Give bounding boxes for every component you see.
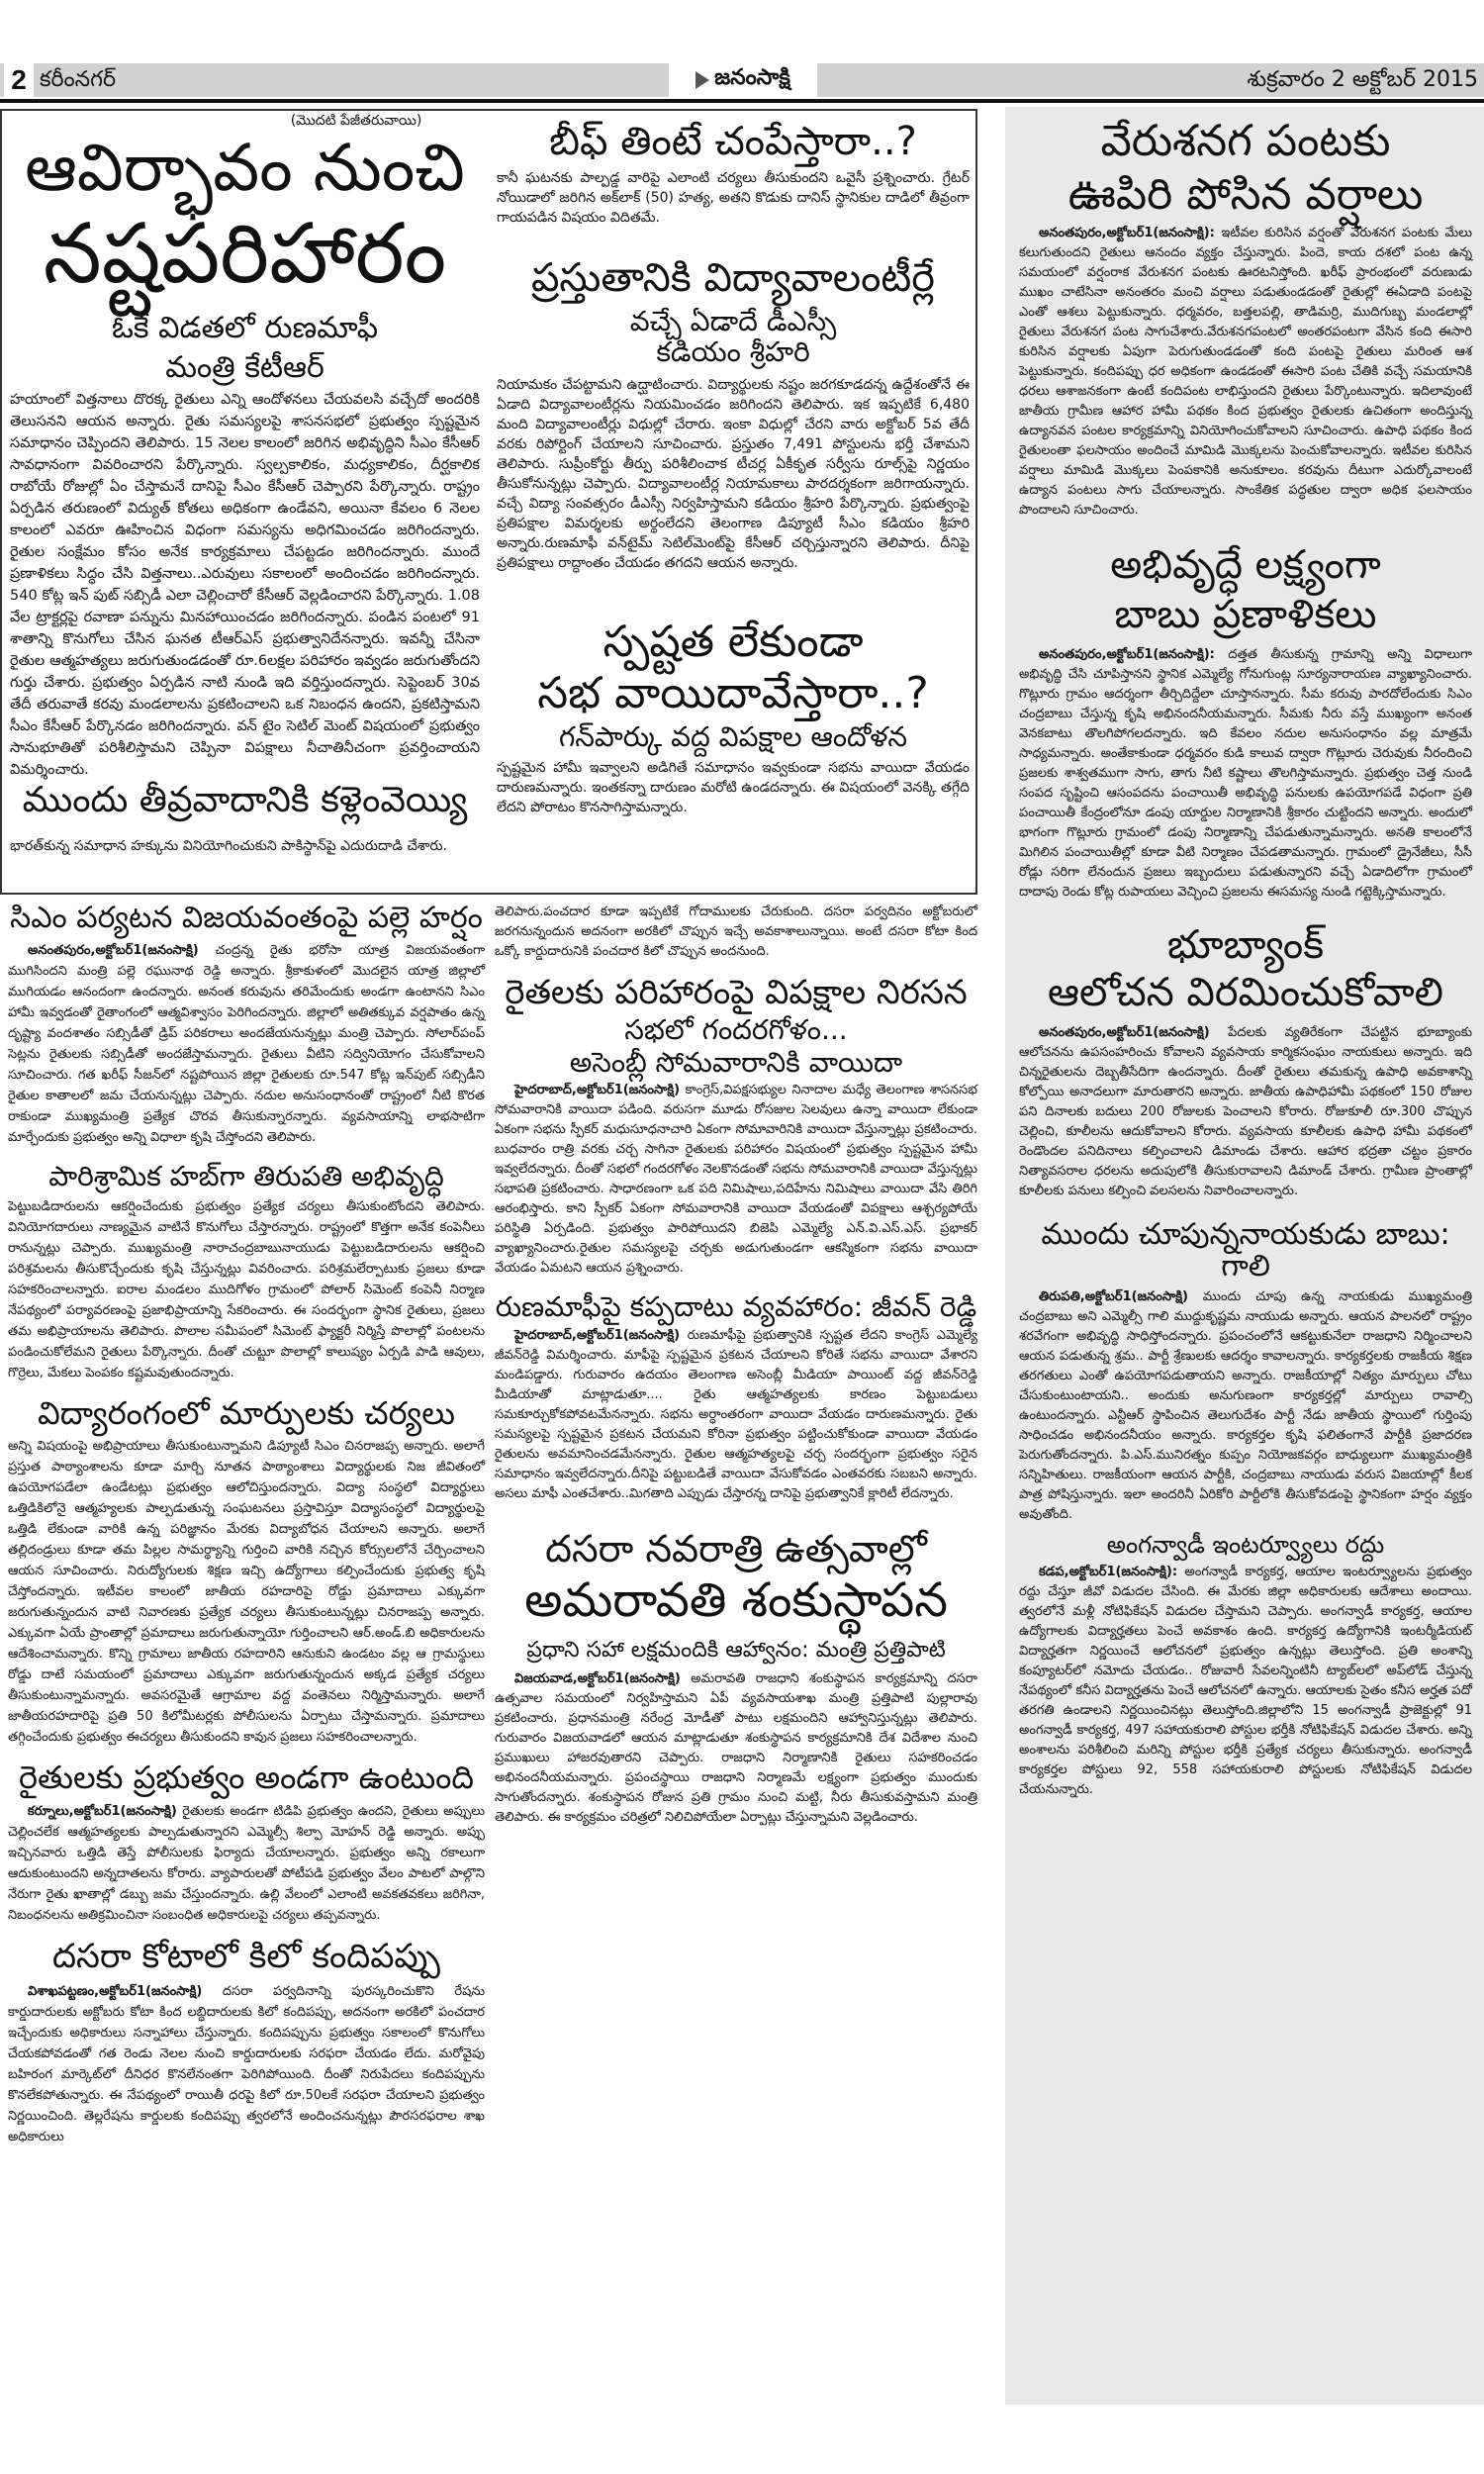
loan-waiver-article (495, 1292, 977, 1503)
anganwadi-body (1019, 1563, 1472, 1800)
cm-tour-dateline: అనంతపురం,అక్టోబర్1(జనంసాక్షి) (28, 942, 199, 958)
clarity-headline-1: స్పష్టత లేకుండా (603, 617, 864, 667)
dal-dateline: విశాఖపట్టణం,అక్టోబర్1(జనంసాక్షి) (28, 1983, 203, 1999)
section-name: కరీంనగర్ (40, 67, 117, 92)
clarity-article (497, 604, 970, 891)
vidya-subhead-1: వచ్చే ఏడాదే డీఎస్సీ (629, 305, 837, 337)
lead-subhead-2: మంత్రి కేటీఆర్ (165, 349, 325, 385)
cm-tour-text: చంద్రన్న రైతు భరోసా యాత్ర విజయవంతంగా ముగిసిందని మంత్రి పల్లె రఘునాథ రెడ్డి అన్నారు. శ్రీకాకుళంలో మొదలైన యాత్ర జిల్లాలో ముగియడం ఆనందంగా ఉందన్నారు. అనంత కరువును తరిమేందుకు అండగా ఉంటానని సిఎం హామీ ఇవ్వడంతో రైతాంగంలో ఆత్మవిశ్వాసం పెరిగిందన్నారు. జిల్లాలో అతితక్కువ వర్షపాతం ఉన్న దృష్ట్యా వందశాతం సబ్సిడీతో డ్రిప్ పరికరాలు అందజేయనున్నట్లు మంత్రి చెప్పారు. సోలార్‌పంప్ సెట్లను రైతులకు సబ్సిడీతో అందజేస్తామన్నారు. రైతులు వీటిని సద్వినియోగం చేసుకోవాలని సూచించారు. గత ఖరీఫ్ సీజన్‌లో నష్టపోయిన జిల్లా రైతులకు రూ.547 కోట్ల ఇన్‌పుట్ సబ్సిడీని రైతుల కాతాలలో జమ చేయనున్నట్లు చెప్పారు. నదుల అనుసంధానంతో రాష్ట్రంలో నీటి కొరత రాకుండా ముఖ్యమంత్రి ప్రత్యేక చొరవ తీసుకున్నారన్నారు. వ్యవసాయాన్ని లాభసాటిగా మార్చేందుకు ప్రభుత్వం అన్ని విధాలా కృషి చేస్తోందని తెలిపారు. (8, 942, 485, 1145)
gali-body (1019, 1287, 1472, 1525)
masthead-logo (669, 61, 817, 99)
cm-tour-headline: సిఎం పర్యటన విజయవంతంపై పల్లె హర్షం (10, 901, 483, 935)
anganwadi-article (1019, 1533, 1472, 1799)
loan-waiver-body (495, 1326, 977, 1504)
page-number: 2 (4, 63, 34, 97)
assembly-headline: రైతలకు పరిహారంపై విపక్షాల నిరసన (505, 973, 968, 1012)
logo-arrow-icon (696, 71, 709, 89)
gali-text: ముందు చూపు ఉన్న నాయకుడు ముఖ్యమంత్రి చంద్రబాబు అని ఎమ్మెల్సీ గాలి ముద్దుకృష్ణమ నాయుడు అన్నారు. ఆయన పాలనలో రాష్ట్రం శరవేగంగా అభివృద్ధి సాధిస్తోందన్నారు. ప్రపంచంలోనే ఆకట్టుకునేలా రాజధాని నిర్మించాలని ఆయన పడుతున్న శ్రమ.. పార్టీ శ్రేణులకు ఆదర్శం కావాలన్నారు. కార్యకర్తలకు రాజకీయ శిక్షణ తరగతులు ఎంతో ఉపయోగపడుతాయని అన్నారు. రాజకీయాల్లో నిత్యం మార్పులు చోటు చేసుకుంటుంటాయని.. అందుకు అనుగుణంగా కార్యకర్తల్లో మార్పులు రావాల్సి ఉంటుందన్నారు. ఎన్టీఆర్ స్థాపించిన తెలుగుదేశం పార్టీ నేడు జాతీయ స్థాయిలో గుర్తింపు సాధించడం అభినందనీయం అన్నారు. కార్యకర్తల కృషి ఫలితంగానే పార్టీకి ప్రజాదరణ పెరుగుతోందన్నారు. పి.ఎస్.మునిరత్నం కుప్పం నియోజకవర్గం బాధ్యులుగా ముఖ్యమంత్రికి సన్నిహితులు. రాజకీయంగా ఆయన పార్టీకి, చంద్రబాబు నాయుడు వరుస విజయాల్లో కీలక పాత్ర పోషిస్తున్నారు. ఇలా అందరినీ ఏరికోరి పార్టీలోకి తీసుకోవడంపై స్థానికంగా హర్షం వ్యక్తం అవుతోంది. (1019, 1289, 1473, 1523)
landbank-body (1019, 1023, 1472, 1201)
assembly-article (495, 973, 977, 1279)
amaravati-dateline: విజయవాడ,అక్టోబర్1(జనంసాక్షి) (514, 1671, 681, 1687)
amaravati-article (495, 1526, 977, 1828)
assembly-text: కాంగ్రెస్,విపక్షసభ్యుల నినాదాల మధ్యే తెలంగాణ శాసనసభ సోమవారానికి వాయిదా పడింది. వరుసగా మూడు రోసజుల సెలవులు ఉన్నా వాయిదా లేకుండా ఏకంగా సభను స్పీకర్ మధుసూధనాచారి ఏకంగా సోమావారినికి వాయిదా వేస్తున్నాట్లు ప్రకటించారు. బుధవారం రాత్రి వరకు చర్చ సాగినా రైతులకు పరిహారం విషయంలో ప్రభుత్వం స్పష్టమైన హామీ ఇవ్వలేదన్నారు. దీంతో సభలో గందరగోళం నెలకొనడంతో సభను సోమవారానికి వాయిదా వేస్తున్నట్లు సభాపతి ప్రకటించారు. సాధారణంగా ఒక పది నిమిషాలు,పదిహేను నిమిషాలు వాయిదా వేసి తిరిగి ఆరంభిస్తారు. కాని స్పీకర్ ఏకంగా సోమవారానికి వాయిదా వేయడంతో విపక్షాలు ఆశ్చర్యపోయే పరిస్థితి ఏర్పడింది. ప్రభుత్వం పారిపోయిదని బిజెపి ఎమ్మెల్యే ఎన్.వి.ఎస్.ఎస్. ప్రభాకర్ వ్యాఖ్యానించారు.రైతుల సమస్యలపై చర్చకు అడుగుతుండగా ఆకస్మికంగా సభను వాయిదా వేయడం ఏమటని ఆయన ప్రశ్నించారు. (495, 1083, 977, 1277)
assembly-body (495, 1081, 977, 1279)
clarity-headline-2: సభ వాయిదావేస్తారా..? (537, 668, 929, 719)
vidya-article (497, 257, 970, 604)
right-column (1019, 116, 1473, 2395)
dal-continued-body: తెలిపారు.పంచదార కూడా ఇప్పటికే గోదాములకు చేరుకుంది. దసరా పర్వదినం అక్టోబరులో జరగనున్నందున అదనంగా అరకిలో చొప్పున ఇచ్చే అవకాశాలున్నాయి. అంటే దసరా కోటా కింద ఒక్కో కార్డుదారునికి పంచదార కిలో చొప్పున అందనుంది. (495, 904, 977, 959)
landbank-article (1019, 924, 1472, 1201)
groundnut-headline-2: ఊపిరి పోసిన వర్షాలు (1067, 169, 1424, 221)
dal-text: దసరా పర్వదినాన్ని పురస్కరించుకొని రేషను కార్డుదారులకు అక్టోబరు కోటా కింద లబ్ధిదారులకు కిలో కందిపప్పు, అదనంగా అరకిలో పంచదార ఇచ్చేందుకు అధికారులు సన్నాహాలు చేస్తున్నారు. కందిపప్పును ప్రభుత్వం సకాలంలో కొనుగోలు చేయకపోవడంతో గత రెండు నెలల నుంచి కార్డుదారులకు సరఫరా చేయడం లేదు. మరోవైపు బహిరంగ మార్కెట్‌లో దీనిధర కొనలేనంతగా పెరిగిపోయింది. దీంతో నిరుపేదలు కందిపప్పును కొనలేకపోతున్నారు. ఈ నేపథ్యంలో రాయితీ ధరపై కిలో రూ.50లకే సరఫరా చేయాలని ప్రభుత్వం నిర్ణయించింది. తెల్లరేషను కార్డులకు కందిపప్పు త్వరలోనే అందించనున్నట్లు పౌరసరఫరాల శాఖ అధికారులు (8, 1983, 485, 2144)
terror-headline: ముందు తీవ్రవాదానికి కళ్లెంవెయ్యి (22, 780, 468, 820)
issue-date: శుక్రవారం 2 అక్టోబర్ 2015 (1247, 67, 1478, 92)
amaravati-text: అమరావతి రాజధాని శంకుస్థాపన కార్యక్రమాన్ని దసరా ఉత్సవాల సమయంలో నిర్వహిస్తామని ఏపీ వ్యవసాయశాఖ మంత్రి ప్రత్తిపాటి పుల్లారావు ప్రకటించారు. ప్రధానమంత్రి నరేంద్ర మోడీతో పాటు లక్షమందిని ఆహ్వానిస్తున్నట్లు తెలిపారు. గురువారం విజయవాడలో ఆయన మాట్లాడుతూ శంకుస్థాపన కార్యక్రమానికి దేశ విదేశాల నుంచి ప్రముఖులు హాజరవుతారని చెప్పారు. రాజధాని నిర్మాణానికి రైతులు సహకరించడం అభినందనీయమన్నారు. ప్రపంచస్థాయి రాజధాని నిర్మాణమే లక్ష్యంగా ప్రభుత్వం ముందుకు సాగుతోందన్నారు. శంకుస్థాపన రోజున ప్రతి గ్రామం నుంచి మట్టి, నీరు తీసుకువస్తామని మంత్రి తెలిపారు. ఈ కార్యక్రమం చరిత్రలో నిలిచిపోయేలా ఏర్పాట్లు చేస్తున్నామని వెల్లడించారు. (495, 1671, 977, 1826)
terror-article (10, 782, 480, 881)
babu-plans-headline-1: అభివృద్ధే లక్ష్యంగా (1110, 542, 1381, 589)
beef-body: కానీ ఘటనకు పాల్పడ్డ వారిపై ఎలాంటి చర్యలు తీసుకుందని ఒవైసీ ప్రశ్నించారు. గ్రేటర్ నోయిడాలో జరిగిన అక్‌లాక్ (50) హత్య, అతని కొడుకు దానిస్ స్థానికుల దాడిలో తీవ్రంగా గాయపడిన విషయం విదితమే. (497, 170, 970, 226)
groundnut-text: ఇటీవల కురిసిన వర్షంతో వేరుశనగ పంటకు మేలు కలుగుతుందని రైతులు ఆనందం వ్యక్తం చేస్తున్నారు. పిందె, కాయ దశలో పంట ఉన్న సమయంలో వర్షంరాక వేరుశనగ పంటకు ఊరటనిస్తోంది. ఖరీఫ్ ప్రారంభంలో వరుణుడు ముఖం చాటేసినా అనంతరం మంచి వర్షాలు పడుతుండడంతో రైతుల్లో ఈఏడాది పంటపై ఎంతో ఆశలు పెట్టుకున్నారు. ధర్మవరం, బత్తలపల్లి, తాడిమర్రి, ముదిగుబ్బ మండలాల్లో రైతులు వేరుశనగ పంట సాగుచేశారు.వేరుశనగపంటలో అంతరపంటగా వేసిన కంది ఈసారి కురిసిన వర్షాలకు ఏపుగా పెరుగుతుండడంతో కంది పంటపై రైతులు మరింత ఆశ పెట్టుకున్నారు. కందిపప్పు ధర అధికంగా ఉండడంతో ఈసారి పంట చేతికి వచ్చే సమయానికి ధరలు ఆశాజనకంగా ఉంటే కందిపంట లాభిస్తుందని రైతులు పేర్కొంటున్నారు. ఇదిలావుంటే జాతీయ గ్రామీణ ఆహార హామీ పథకం కింద ప్రభుత్వం రైతులకు ఉచితంగా అందిస్తున్న ఉద్యానవన పంటల కార్యక్రమాన్ని వినియోగించుకోవాలని సూచించారు. ఉపాధి పథకం కింద రైతులంతా ఫలసాయం అందించే మామిడి మొక్కలను పెంచుకోవాలన్నారు. ఇటీవల కురిసిన వర్షాలు మామిడి మొక్కలు పెంపకానికి అనుకూలం. కరవును దీటుగా ఎదుర్కోవాలంటే ఉద్యాన పంటలు సాగు చేయాలన్నారు. సాంకేతిక పద్ధతుల ద్వారా అధిక ఫలసాయం పొందాలని సూచించారు. (1019, 226, 1472, 519)
babu-plans-text: దత్తత తీసుకున్న గ్రామాన్ని అన్ని విధాలుగా అభివృద్ధి చేసి చూపిస్తానని స్థానిక ఎమ్మెల్యే గోనుగుంట్ల సూర్యనారాయణ వ్యాఖ్యానించారు. గొట్లూరు గ్రామం ఆదర్శంగా తీర్చిదిద్దేలా చూస్తానన్నారు. సీమ కరువు పారదోలేందుకు సిఎం చంద్రబాబు చేస్తున్న కృషి అభినందనీయమన్నారు. సీమకు నీరు వస్తే ముఖ్యంగా అనంత వెనకబాటు తొలగిపోగలదన్నారు. ఇది కేవలం నదుల అనుసంధానం వల్ల మాత్రమే సాధ్యమన్నారు. అంతేకాకుండా ధర్మవరం కుడి కాలువ ద్వారా గొట్లూరు చెరువుకు నీరందించి ప్రజలకు శాశ్వతముగా సాగు, తాగు నీటి కష్టాలు తొలగిస్తామన్నారు. ప్రభుత్వం చెత్త నుండి సంపద సృష్టించి ఆసంపదను పంచాయితీ అభివృద్ధి పనులకు ఉపయోగపడే విధంగా ప్రతి పంచాయితీ కేంద్రంలోనూ డంపు యార్డుల నిర్మాణానికి శ్రీకారం చుట్టిందని అన్నారు. అందులో భాగంగా గొట్లూరు గ్రామంలో డంపు నిర్మాణాన్ని చేపడుతున్నామన్నారు. అనతి కాలంలోనే మిగిలిన పంచాయితీల్లో కూడా వీటి నిర్మాణం చేపడతామన్నారు. గ్రామంలో డ్రైనేజీలు, సీసీ రోడ్లు సరిగా లేనందున ప్రజలు ఇబ్బందులు పడుతున్నారని వచ్చే ఏడాదిలోగా గ్రామంలో దాదాపు రెండు కోట్ల రుపాయలు వెచ్చించి ప్రజలను ఈసమస్య నుండి గట్టెక్కిస్తామన్నారు. (1019, 647, 1473, 901)
lead-subhead-1: ఓకే విడతలో రుణమాఫీ (111, 311, 379, 346)
continued-label: (మొదటి పేజీతరువాయి) (290, 113, 422, 129)
babu-plans-dateline: అనంతపురం,అక్టోబర్1(జనంసాక్షి): (1039, 647, 1215, 663)
logo-text: జనంసాక్షి (714, 65, 790, 90)
farmers-support-text: రైతులకు అండగా టిడిపి ప్రభుత్వం ఉందని, రైతులు అప్పులు చెల్లించలేక ఆత్మహత్యలకు పాల్పడుతున్నారని ఎమ్మెల్సీ శిల్పా మోహన్ రెడ్డి అన్నారు. అప్పు ఇచ్చినవారు ఒత్తిడి తెస్తే పోలీసులకు ఫిర్యాదు చేయాలన్నారు. ప్రభుత్వం అన్ని రకాలుగా ఆదుకుంటుందని అన్నదాతలను కోరారు. వ్యాపారులతో పోటీపడి ప్రభుత్వం వేలం పాటలో పాల్గొని నేరుగా రైతు ఖాతాల్లో డబ్బు జమ చేస్తుందన్నారు. ఉల్లి వేలంలో ఎలాంటి అవకతవకలు జరిగినా, నిబంధనలను అతిక్రమించినా సంబంధిత అధికారులపై చర్యలు తప్పవన్నారు. (8, 1804, 485, 1924)
lead-headline-1: ఆవిర్భావం నుంచి (25, 130, 465, 206)
clarity-body: స్పష్టమైన హామీ ఇవ్వాలని అడిగితే సమాధానం ఇవ్వకుండా సభను వాయిదా వేయడం దారుణమన్నారు. ఇంతకన్నా దారుణం మరోటి ఉండదన్నారు. ఈ విషయంలో వెనక్కి తగ్గేది లేదని పోరాటం కొనసాగిస్తామన్నారు. (497, 759, 970, 815)
loan-waiver-headline: రుణమాఫీపై కప్పదాటు వ్యవహారం: జీవన్ రెడ్డి (495, 1290, 977, 1324)
lead-headline-2: నష్టపరిహారం (43, 205, 447, 303)
education-body: అన్ని విషయంపై అభిప్రాయాలు తీసుకుంటున్నామని డిప్యూటీ సిఎం చినరాజప్ప అన్నారు. అలాగే ప్రస్తుత పాఠ్యాంశాలను కూడా మార్చి నూతన పాఠ్యాంశాలు విద్యార్థులకు నిజ జీవితంలో ఉపయోగపడేలా ఉండేటట్లు ప్రభుత్వం ఆలోచిస్తుందన్నారు. విద్యా సంస్థలో విద్యార్థులు ఒత్తిడికిలోనై ఆత్మహ్యలకు పాల్పడుతున్న సంఘటనలు ప్రస్తావిస్తూ విద్యాసంస్థలో విద్యార్థులపై ఒత్తిడి లేకుండా వారికి ఉన్న పరిజ్ఞానం మేరకు విద్యాబోధన చేయాలని అన్నారు. అలాగే తల్లిదండ్రులు కూడా తమ పిల్లల సామర్థ్యాన్ని గుర్తించి వారికి నచ్చిన కోర్సులలోనే చేర్పించాలని ఆయన సూచించారు. నిరుద్యోగులకు శిక్షణ ఇచ్చి ఉద్యోగాలు కల్పించేందుకు ప్రభుత్వ కృషి చేస్తోందన్నారు. ఇటీవల కాలంలో జాతీయ రహదారిపై రోడ్డు ప్రమాదాలు ఎక్కువగా జరుగుతున్నందున వాటి నివారణకు ప్రత్యేక చర్యలు తీసుకుంటున్నట్లు చినరాజప్ప అన్నారు. ఎక్కువగా ఏయే ప్రాంతాల్లో ప్రమాదాలు జరుగుతున్నాయో గుర్తించాలని ఆర్.అండ్.బి అధికారులను ఆదేశించామన్నారు. కొన్ని గ్రామాలు జాతీయ రహదారిని ఆనుకుని ఉండటం వల్ల ఆ గ్రామస్థులు రోడ్డు దాటే సమయంలో ప్రమాదాలు ఎక్కువగా జరుగుతున్నందున అక్కడ ప్రత్యేక చర్యలు తీసుకుంటున్నామన్నారు. అవసరమైతే ఆగ్రామాల వద్ద వంతెనలు నిర్మిస్తామన్నారు. అలాగే జాతీయరహదారిపై ప్రతి 50 కిలోమీటర్లకు పోలీసులను ఏర్పాటు చేస్తామన్నారు. ప్రమాదాలు తగ్గించేందుకు ప్రభుత్వం ఈచర్యలు తీసుకుందని కావున ప్రజలు సహకరించాలన్నారు. (8, 1439, 485, 1746)
dal-body (8, 1981, 485, 2147)
groundnut-dateline: అనంతపురం,అక్టోబర్1(జనంసాక్షి): (1039, 226, 1215, 241)
tirupati-article (8, 1159, 485, 1383)
landbank-text: పేదలకు వ్యతిరేకంగా చేపట్టిన భూబ్యాంకు ఆలోచనను ఉపసంహరించు కోవాలని వ్యవసాయ కార్మికసంఘం నాయకులు అన్నారు. ఇది చిన్నరైతులను దెబ్బతీసేదిగా ఉందన్నారు. దీంతో రైతులు తమకున్న ఉపాధి అవకాశాన్ని కోల్పోయి అనాదలుగా మారుతారని అన్నారు. జాతీయ ఉపాధిహామీ పథకంలో 150 రోజుల పని దినాలకు బదులు 200 రోజులకు పెంచాలని కోరారు. రోజుకూలీ రూ.300 చొప్పున చెల్లించి, కూలీలను ఆదుకోవాలని కోరారు. వ్యవసాయ కూలీలకు ఉపాధి హామీ పథకంలో రెండొందల పనిదినాలు కల్పించాలని డిమాండు చేశారు. ఆహార భద్రతా చట్టం ప్రకారం నిత్యావసరాల ధరలను అదుపులోకి తీసుకురావాలని డిమాండ్ చేశారు. గ్రామీణ ప్రాంతాల్లో కూలీలకు పనులు కల్పించి వలసలను నివారించాలన్నారు. (1019, 1025, 1472, 1199)
groundnut-body (1019, 224, 1472, 521)
cm-tour-body (8, 940, 485, 1148)
education-article (8, 1393, 485, 1749)
landbank-headline-2: ఆలోచన విరమించుకోవాలి (1048, 970, 1443, 1016)
amaravati-body (495, 1669, 977, 1828)
farmers-support-dateline: కర్నూలు,అక్టోబర్1(జనంసాక్షి) (28, 1804, 177, 1820)
vidya-subhead-2: కడియం శ్రీహరి (656, 335, 810, 369)
lead-body: హయాంలో విత్తనాలు దొరక్క రైతులు ఎన్ని ఆందోళనలు చేయవలసి వచ్చేదో అందరికి తెలుసనని ఆయన అన్నారు. రైతు సమస్యలపై శాసనసభలో ప్రభుత్వం స్పష్టమైన సమాధానం చెప్పిందని తెలిపారు. 15 నెలల కాలంలో జరిగిన అభివృద్ధిని సీఎం కేసీఆర్ సావధానంగా వివరించారని పేర్కొన్నారు. స్వల్పకాలికం, మధ్యకాలికం, దీర్ఘకాలిక రాబోయే రోజుల్లో ఏం చేస్తామనే దానిపై సీఎం కేసీఆర్ చెప్పారని పేర్కొన్నారు. రాష్ట్రం ఏర్పడిన తరుణంలో విద్యుత్ కోతలు అధికంగా ఉండేవని, అయినా కేవలం 6 నెలల కాలంలో ఎవరూ ఊహించిన విధంగా సమస్యను అధిగమించడం జరిగిందన్నారు. రైతుల సంక్షేమం కోసం అనేక కార్యక్రమాలు చేపట్టడం జరిగిందన్నారు. ముందే ప్రణాళికలు సిద్ధం చేసి విత్తనాలు..ఎరువులు సకాలంలో అందించడం జరిగిందన్నారు. 540 కోట్ల ఇన్ పుట్ సబ్సిడీ ఎలా చెల్లించారో కేసీఆర్ వెల్లడించారని పేర్కొన్నారు. 1.08 వేల ట్రాక్టర్లపై రవాణా పన్నును మినహాయించడం జరిగిందన్నారు. పండిన పంటలో 91 శాతాన్ని కొనుగోలు చేసిన ఘనత టీఆర్ఎస్ ప్రభుత్వానిదేనన్నారు. ఇవన్నీ చేసినా రైతుల ఆత్మహత్యలు జరుగుతుండడంతో రూ.6లక్షల పరిహారం ఇవ్వడం జరుగుతోందని గుర్తు చేశారు. ప్రభుత్వం ఏర్పడిన నాటి నుండి ఇది వర్తిస్తుందన్నారు. సెప్టెంబర్ 30వ తేదీ తరువాతే కరవు మండలాలను ప్రకటించాలని ఒక నిబంధన ఉందని, ప్రకటిస్తామని సీఎం కేసీఆర్ పేర్కొనడం జరిగిందన్నారు. వన్ టైం సెటిల్ మెంట్ విషయంలో ప్రభుత్వం సానుభూతితో పరిశీలిస్తామని చెప్పినా విపక్షాలు నీచాతినీచంగా ప్రవర్తించాయని విమర్శించారు. (10, 392, 480, 779)
beef-headline: బీఫ్ తింటే చంపేస్తారా..? (549, 119, 917, 164)
vidya-body: నియామకం చేపట్టామని ఉద్ఘాటించారు. విద్యార్థులకు నష్టం జరగకూడదన్న ఉద్దేశంతోనే ఈ ఏడాది విద్యావాలంటీర్లను నియమించడం జరిగిందని తెలిపారు. ఇక ఇప్పటికే 6,480 మంది విద్యావాలంటీర్లు విధుల్లో చేరారు. ఇంకా విధుల్లో చేరని వారు అక్టోబర్ 5వ తేదీ వరకు రిపోర్టింగ్ చేయాలని సూచించారు. ప్రస్తుతం 7,491 పోస్టులను భర్తీ చేశామని తెలిపారు. సుప్రీంకోర్టు తీర్పు పరిశీలించాక టీచర్ల ఏకీకృత సర్వీసు రూల్స్‌పై నిర్ణయం తీసుకోనున్నట్లు చెప్పారు. విద్యావాలంటీర్ల నియామకాలు పారదర్శకంగా జరిగాయన్నారు. వచ్చే విద్యా సంవత్సరం డీఎస్సీ నిర్వహిస్తామని కడియం శ్రీహరి పేర్కొన్నారు. ప్రభుత్వంపై ప్రతిపక్షాల విమర్శలకు అర్థంలేదని తెలంగాణ డిప్యూటీ సీఎం కడియం శ్రీహరి అన్నారు.రుణమాఫీ వన్‌టైమ్ సెటిల్‌మెంట్‌పై కేసీఆర్ చర్చిస్తున్నారని తెలిపారు. దీనిపై ప్రతిపక్షాలు రాద్ధాంతం చేయడం తగదని ఆయన అన్నారు. (497, 376, 970, 571)
babu-plans-article (1019, 544, 1472, 903)
tirupati-headline: పారిశ్రామిక హబ్‌గా తిరుపతి అభివృద్ధి (48, 1159, 444, 1192)
middle-column (495, 903, 977, 2446)
anganwadi-headline: అంగన్వాడీ ఇంటర్వ్యూలు రద్దు (1106, 1531, 1385, 1560)
landbank-headline-1: భూబ్యాంక్ (1166, 922, 1325, 969)
education-headline: విద్యారంగంలో మార్పులకు చర్యలు (38, 1393, 455, 1432)
loan-waiver-text: రుణమాఫీపై ప్రభుత్వానికి స్పష్టత లేదని కాంగ్రెస్ ఎమ్మెల్యే జీవన్‌రెడ్డి విమర్శించారు. మాఫీపై స్పష్టమైన ప్రకటన చేయాలని కోరితే సభను వాయిదా వేశారని మండిపడ్డారు. గురువారం ఉదయం తెలంగాణ అసెంబ్లీ మీడియా పాయింట్ వద్ద జీవన్‌రెడ్డి మీడియాతో మాట్లాడుతూ.... రైతు ఆత్మహత్యలకు కారణం పెట్టుబడులు సమకూర్చుకోకపోవటమేనన్నారు. సభను అర్ధాంతరంగా వాయిదా వేయడం దారుణమన్నారు. రైతు సమస్యలపై స్పష్టమైన ప్రకటన చేయమని కోరినా ప్రభుత్వం పట్టించుకోకుండా వాయిదా వేయడం రైతులను అవమానించడమేనన్నారు. రైతుల ఆత్మహత్యలపై చర్చ సందర్భంగా ప్రభుత్వం సరైన సమాధానం ఇవ్వలేదన్నారు.దీనిపై పట్టుబడితే వాయిదా వేసుకోవడం ఎంతవరకు సబబని అన్నారు. అసలు మాఫీ ఎంతచేశారు..మిగతాది ఎప్పుడు చేస్తారన్న దానిపై ప్రభుత్వానికే క్లారిటీ లేదన్నారు. (495, 1327, 977, 1501)
amaravati-headline-2: అమరావతి శంకుస్థాపన (524, 1571, 948, 1628)
dal-headline: దసరా కోటాలో కిలో కందిపప్పు (52, 1937, 440, 1977)
beef-article (497, 119, 970, 226)
assembly-subhead-2: అసెంబ్లీ సోమవారానికి వాయిదా (569, 1046, 903, 1080)
amaravati-headline-1: దసరా నవరాత్రి ఉత్సవాల్లో (545, 1526, 927, 1570)
farmers-support-headline: రైతులకు ప్రభుత్వం అండగా ఉంటుంది (19, 1759, 474, 1797)
loan-waiver-dateline: హైదరాబాద్,అక్టోబర్1(జనంసాక్షి) (514, 1327, 681, 1343)
dal-article (8, 1937, 485, 2147)
terror-body: భారత్‌కున్న సమాధాన హక్కును వినియోగించుకుని పాకిస్థాన్‌పై ఎదురుదాడి చేశారు. (10, 837, 447, 854)
groundnut-article (1019, 116, 1472, 521)
farmers-support-article (8, 1761, 485, 1926)
landbank-dateline: అనంతపురం,అక్టోబర్1(జనంసాక్షి) (1039, 1025, 1210, 1041)
gali-dateline: తిరుపతి,అక్టోబర్1(జనంసాక్షి) (1039, 1289, 1188, 1305)
babu-plans-headline-2: బాబు ప్రణాళికలు (1114, 592, 1377, 638)
babu-plans-body (1019, 645, 1472, 903)
amaravati-subhead: ప్రధాని సహా లక్షమందికి ఆహ్వానం: మంత్రి ప్రత్తిపాటి (526, 1638, 946, 1664)
anganwadi-dateline: కడప,అక్టోబర్1(జనంసాక్షి): (1039, 1564, 1178, 1579)
assembly-dateline: హైదరాబాద్,అక్టోబర్1(జనంసాక్షి) (514, 1083, 681, 1098)
clarity-subhead: గన్‌పార్కు వద్ద విపక్షాల ఆందోళన (558, 720, 908, 754)
groundnut-headline-1: వేరుశనగ పంటకు (1100, 116, 1391, 166)
vidya-headline: ప్రస్తుతానికి విద్యావాలంటీర్లే (530, 255, 936, 301)
left-column (8, 903, 485, 2446)
anganwadi-text: అంగన్వాడీ కార్యకర్త, ఆయాల ఇంటర్వ్యూలను ప్రభుత్వం రద్దు చేస్తూ జీవో విడుదల చేసింది. ఈ మేరకు జిల్లా అధికారులకు ఆదేశాలు అందాయి. త్వరలోనే మళ్లీ నోటిఫికేషన్ విడుదల చేస్తామని చెప్పారు. అంగన్వాడీ కార్యకర్త, ఆయాల ఉద్యోగాలకు విద్యార్హతలు పెంచే అవకాశం ఉంది. కార్యకర్త ఉద్యోగానికి ఇంటర్మీడియట్ విద్యార్హతగా నిర్ణయించే ఆలోచనలో ప్రభుత్వం ఉన్నట్లు తెలుస్తోంది. ప్రతి అంశాన్ని కంప్యూటర్‌లో నమోదు చేయడం.. రోజువారీ సేవలన్నింటినీ ట్యాబ్‌లలో అప్‌లోడ్ చేస్తున్న నేపథ్యంలో కనీస విద్యార్హతను పెంచే ఆలోచనలో ఉన్నారు. ఆయాలకు సైతం కనీస అర్హత పదో తరగతి ఉండాలని నిర్ణయించినట్లు తెలుస్తోంది.జిల్లాలోని 15 అంగన్వాడీ ప్రాజెక్టుల్లో 91 అంగన్వాడీ కార్యకర్త, 497 సహాయకురాలి పోస్టుల భర్తీకి నోటిఫికేషన్ విడుదల చేశారు. అన్ని అంశాలను పరిశీలించి మరిన్ని పోస్టుల భర్తీకి ప్రత్యేక చర్యలు తీసుకున్నారు. అంగన్వాడీ కార్యకర్తల పోస్టులు 92, 558 సహాయకురాలి పోస్టులకు నోటిఫికేషన్ విడుదల చేయనున్నారు. (1019, 1564, 1472, 1797)
tirupati-body: పెట్టుబడిదారులను ఆకర్షించేందుకు ప్రభుత్వం ప్రత్యేక చర్యలు తీసుకుంటోందని తెలిపారు. వినియోగదారులు నాణ్యమైన వాటినే కొనుగోలు చేస్తారన్నారు. రాష్ట్రంలో కొత్తగా అనేక కంపెనీలు రానున్నట్లు చెప్పారు. ముఖ్యమంత్రి నారాచంద్రబాబునాయుడు పెట్టుబడిదారులను ఆకర్షించి పరిశ్రమలను తీసుకొచ్చేందుకు కృషి చేస్తున్నట్లు వివరించారు. పరిశ్రమలేర్పాటుకు ప్రజలు కూడా సహకరించాలన్నారు. ఐరాల మండలం ముదిగోళం గ్రామంలో పోలార్ సిమెంట్ కంపెనీ నిర్మాణ నేపథ్యంలో పర్యావరణంపై ప్రజాభిప్రాయాన్ని సేకరించారు. ఈ సందర్భంగా స్థానిక రైతులు, ప్రజలు తమ అభిప్రాయాలను తెలిపారు. పొలాల సమీపంలో సిమెంట్ ఫ్యాక్టరీ నిర్మిస్తే పొలాల్లో పంటలను పండించుకోలేమని రైతులు పేర్కొన్నారు. దీంతో చుట్టూ పొలాల్లో కాలుష్యం ఏర్పడి పాడి ఆవులు, గొర్రెలు, మేకలు పెంపకం కష్టమవుతుందన్నారు. (8, 1198, 485, 1380)
gali-headline: ముందు చూపున్ననాయకుడు బాబు: గాలి (1041, 1217, 1450, 1284)
lead-article (10, 130, 480, 779)
cm-tour-article (8, 903, 485, 1148)
header-rule (0, 99, 1484, 103)
farmers-support-body (8, 1801, 485, 1926)
assembly-subhead-1: సభలో గందరగోళం... (624, 1012, 848, 1046)
gali-article (1019, 1219, 1472, 1525)
